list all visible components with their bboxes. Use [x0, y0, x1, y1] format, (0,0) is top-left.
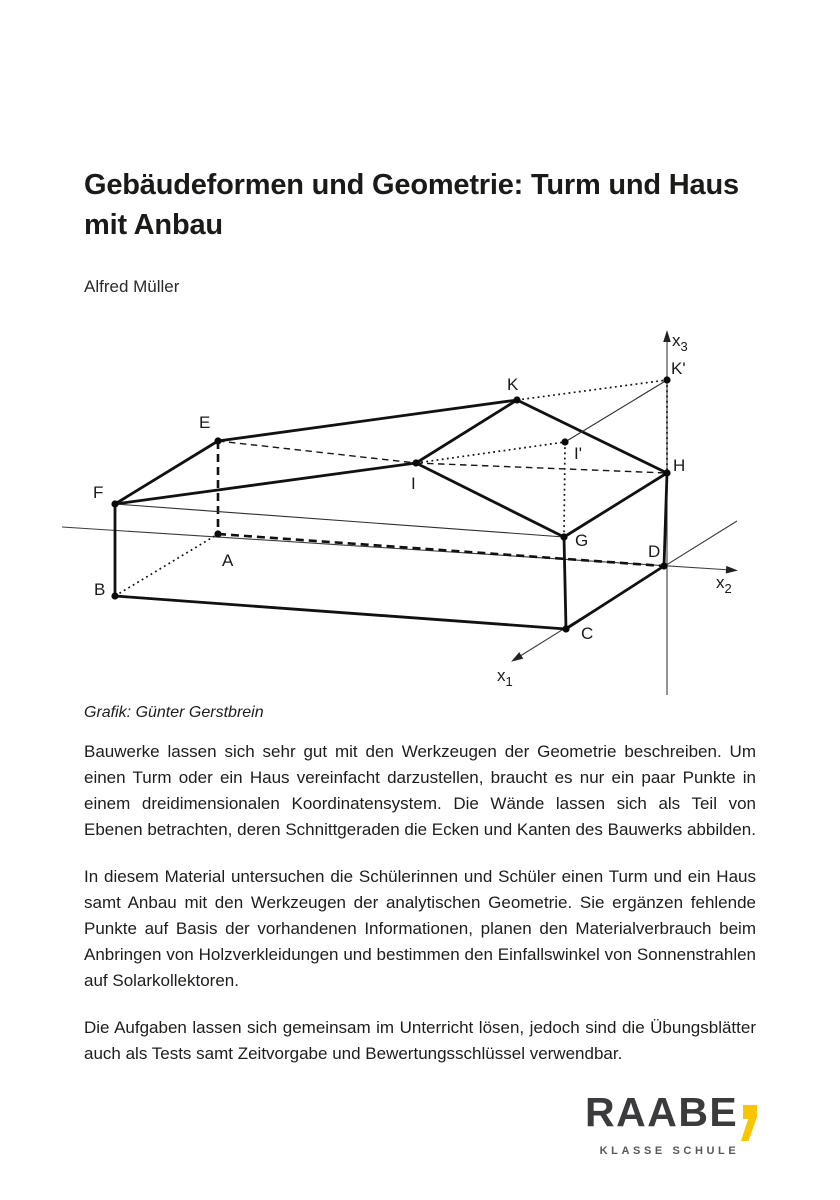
- axis-label-x3: $x_3$: [672, 331, 688, 354]
- raabe-wordmark: RAABE: [585, 1089, 739, 1135]
- raabe-logo-row: [585, 1089, 758, 1142]
- edge-G-H: [564, 473, 667, 537]
- edge-Ip-Kp: [565, 380, 667, 442]
- point-H: [663, 469, 670, 476]
- axis-arrow-x1: [511, 652, 523, 662]
- point-label-A: A: [222, 551, 234, 570]
- point-label-F: F: [93, 483, 104, 502]
- point-E: [214, 437, 221, 444]
- edge-I-H: [416, 463, 667, 473]
- axis-label-x1: $x_1$: [497, 666, 513, 689]
- axis-arrow-x3: [663, 330, 671, 342]
- axis-line-x1: [517, 521, 737, 658]
- point-label-E: E: [199, 413, 211, 432]
- edge-A-D: [218, 534, 664, 566]
- point-label-G: G: [575, 531, 589, 550]
- edge-F-G: [115, 504, 564, 537]
- edge-B-C: [115, 596, 566, 629]
- author-name: Alfred Müller: [84, 277, 180, 296]
- point-label-Ip: I': [574, 444, 582, 463]
- edge-C-G: [564, 537, 566, 629]
- axis-label-x2: $x_2$: [716, 573, 732, 596]
- paragraph-3: Die Aufgaben lassen sich gemeinsam im Unterricht lösen, jedoch sind die Übungsblätter auch als Tests samt Zeitvorgabe und Bewertungsschlüssel verwendbar.: [84, 1018, 756, 1063]
- body-text: [84, 739, 756, 1088]
- edge-E-I: [218, 441, 416, 463]
- point-G: [560, 533, 567, 540]
- edge-C-D: [566, 566, 664, 629]
- point-label-H: H: [673, 456, 686, 475]
- edge-B-A: [115, 534, 218, 596]
- point-label-K: K: [507, 375, 519, 394]
- edge-Ip-G: [564, 442, 565, 537]
- axis-arrow-x2: [726, 566, 738, 574]
- point-F: [111, 500, 118, 507]
- edge-K-Kp: [517, 380, 667, 400]
- paragraph-2: In diesem Material untersuchen die Schülerinnen und Schüler einen Turm und ein Haus samt Anbau mit den Werkzeugen der analytischen Geometrie. Sie ergänzen fehlende Punkte auf Basis der vorhandenen Informationen, planen den Materialverbrauch beim Anbringen von Holzverkleidungen und bestimmen den Einfallswinkel von Sonnenstrahlen auf Solarkollektoren.: [84, 867, 756, 990]
- point-K: [513, 396, 520, 403]
- point-C: [562, 625, 569, 632]
- point-B: [111, 592, 118, 599]
- point-label-Kp: K': [671, 359, 686, 378]
- point-I: [412, 459, 419, 466]
- point-label-C: C: [581, 624, 594, 643]
- raabe-comma-icon: [740, 1105, 758, 1142]
- edge-I-G: [416, 463, 564, 537]
- edge-H-D: [664, 473, 667, 566]
- edge-K-H: [517, 400, 667, 473]
- point-label-I: I: [411, 474, 416, 493]
- page-title: Gebäudeformen und Geometrie: Turm und Haus mit Anbau: [84, 169, 739, 241]
- paragraph-1: Bauwerke lassen sich sehr gut mit den Werkzeugen der Geometrie beschreiben. Um einen Turm oder ein Haus vereinfacht darzustellen, braucht es nur ein paar Punkte in einem dreidimensionalen Koordinatensystem. Die Wände lassen sich als Teil von Ebenen betrachten, deren Schnittgeraden die Ecken und Kanten des Bauwerks abbilden.: [84, 742, 756, 839]
- raabe-tagline: KLASSE SCHULE: [599, 1145, 740, 1157]
- axis-line-x2: [62, 527, 731, 570]
- edge-I-K: [416, 400, 517, 463]
- point-label-B: B: [94, 580, 106, 599]
- point-Ip: [561, 438, 568, 445]
- point-label-D: D: [648, 542, 661, 561]
- point-Kp: [663, 376, 670, 383]
- point-D: [660, 562, 667, 569]
- raabe-logo: [585, 1089, 758, 1157]
- edge-E-K: [218, 400, 517, 441]
- edge-F-I: [115, 463, 416, 504]
- point-A: [214, 530, 221, 537]
- edge-I-Ip: [416, 442, 565, 463]
- figure-caption: Grafik: Günter Gerstbrein: [84, 704, 264, 721]
- edge-F-E: [115, 441, 218, 504]
